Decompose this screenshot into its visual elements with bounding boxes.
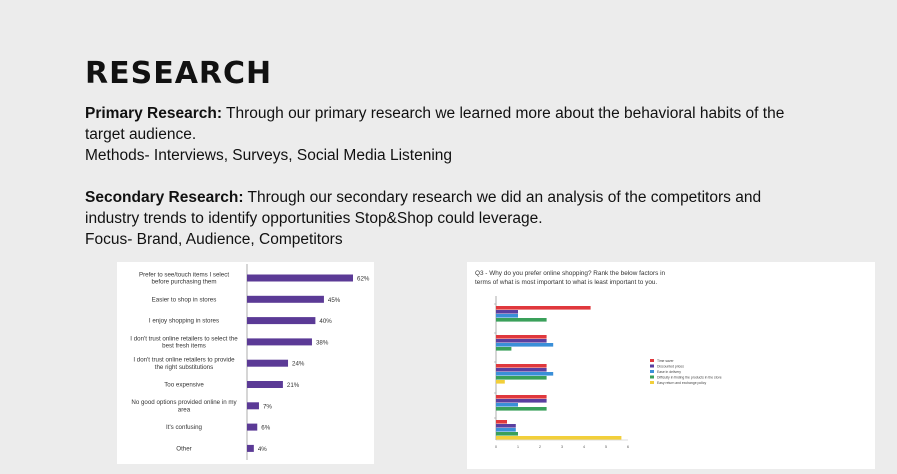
primary-research-text: [85, 103, 805, 145]
x-tick-4: 4: [582, 444, 586, 449]
primary-research-methods: Methods- Interviews, Surveys, Social Media Listening: [85, 147, 452, 164]
bar-g1-s0: [496, 335, 547, 339]
bar-1: [247, 296, 324, 303]
bar-g1-s1: [496, 339, 547, 343]
bar-g3-s1: [496, 399, 547, 403]
category-label-6: No good options provided online in my area: [131, 399, 237, 414]
bar-g3-s2: [496, 403, 518, 407]
bar-3: [247, 338, 312, 345]
x-tick-5: 5: [604, 444, 608, 449]
survey-chart-right-panel: [467, 262, 875, 469]
category-label-1: Easier to shop in stores: [151, 296, 217, 304]
x-tick-2: 2: [538, 444, 542, 449]
category-label-3: I don't trust online retailers to select the best fresh items: [130, 335, 238, 350]
bar-8: [247, 445, 254, 452]
bar-g4-s3: [496, 432, 518, 436]
reasons-bar-chart: [117, 262, 374, 464]
data-label-7: 6%: [261, 424, 271, 432]
secondary-research-body: Through our secondary research we did an analysis of the competitors and industry trends to identify opportunities Stop&Shop could leverage.: [85, 189, 762, 227]
primary-research-body: Through our primary research we learned more about the behavioral habits of the target audience.: [85, 105, 785, 143]
bar-g4-s4: [496, 436, 621, 440]
data-label-1: 45%: [327, 296, 341, 304]
bar-5: [247, 381, 283, 388]
legend-label-1: Discounted prices: [657, 364, 684, 369]
category-label-2: I enjoy shopping in stores: [148, 317, 220, 325]
bar-g3-s0: [496, 395, 547, 399]
legend-label-0: Time saver: [657, 359, 674, 363]
data-label-8: 4%: [257, 445, 267, 453]
x-tick-6: 6: [626, 444, 630, 449]
bar-g1-s2: [496, 343, 553, 347]
legend-label-4: Easy return and exchange policy: [657, 381, 707, 385]
legend-swatch-2: [650, 370, 654, 373]
page-title: RESEARCH: [85, 56, 273, 91]
x-tick-1: 1: [516, 444, 520, 449]
data-label-3: 38%: [315, 339, 329, 347]
data-label-2: 40%: [319, 318, 332, 326]
primary-research-label: Primary Research:: [85, 105, 222, 122]
bar-g0-s2: [496, 314, 518, 318]
category-label-5: Too expensive: [164, 381, 204, 389]
chart-title: Q3 - Why do you prefer online shopping? Rank the below factors in terms of what is most important to what is least important to you.: [475, 270, 666, 286]
legend-swatch-0: [650, 359, 654, 362]
category-label-8: Other: [176, 445, 192, 453]
data-label-5: 21%: [286, 382, 300, 389]
bar-7: [247, 424, 257, 431]
bar-g2-s0: [496, 364, 547, 368]
bar-0: [247, 275, 353, 282]
bar-g2-s2: [496, 372, 553, 376]
legend-swatch-3: [650, 376, 654, 379]
bar-g4-s0: [496, 420, 507, 424]
secondary-research-paragraph: [85, 187, 805, 250]
legend-label-3: Difficulty in finding the products in the store: [657, 375, 722, 380]
secondary-research-focus: Focus- Brand, Audience, Competitors: [85, 231, 343, 248]
category-label-7: It's confusing: [166, 424, 202, 432]
bar-g2-s3: [496, 376, 547, 380]
legend-swatch-4: [650, 381, 654, 384]
survey-chart-left-panel: [117, 262, 374, 464]
secondary-research-text: [85, 187, 805, 229]
data-label-6: 7%: [262, 403, 272, 411]
bar-g1-s3: [496, 347, 511, 351]
legend-swatch-1: [650, 365, 654, 368]
category-label-4: I don't trust online retailers to provide the right substitutions: [133, 356, 235, 371]
primary-research-paragraph: [85, 103, 805, 166]
secondary-research-label: Secondary Research:: [85, 189, 244, 206]
bar-g0-s3: [496, 318, 547, 322]
data-label-4: 24%: [292, 360, 305, 368]
x-tick-0: 0: [494, 444, 498, 449]
bar-6: [247, 402, 259, 409]
bar-g2-s1: [496, 368, 547, 372]
bar-g4-s1: [496, 424, 516, 428]
bar-g0-s1: [496, 310, 518, 314]
bar-g2-s4: [496, 380, 505, 384]
x-tick-3: 3: [560, 444, 564, 449]
bar-g3-s3: [496, 407, 547, 411]
data-label-0: 62%: [357, 275, 370, 283]
online-shopping-ranking-chart: [467, 262, 875, 469]
category-label-0: Prefer to see/touch items I select before purchasing them: [138, 271, 230, 286]
legend-label-2: Ease in delivery: [657, 370, 681, 374]
bar-4: [247, 360, 288, 367]
bar-g4-s2: [496, 428, 516, 432]
bar-2: [247, 317, 315, 324]
bar-g0-s0: [496, 306, 591, 310]
